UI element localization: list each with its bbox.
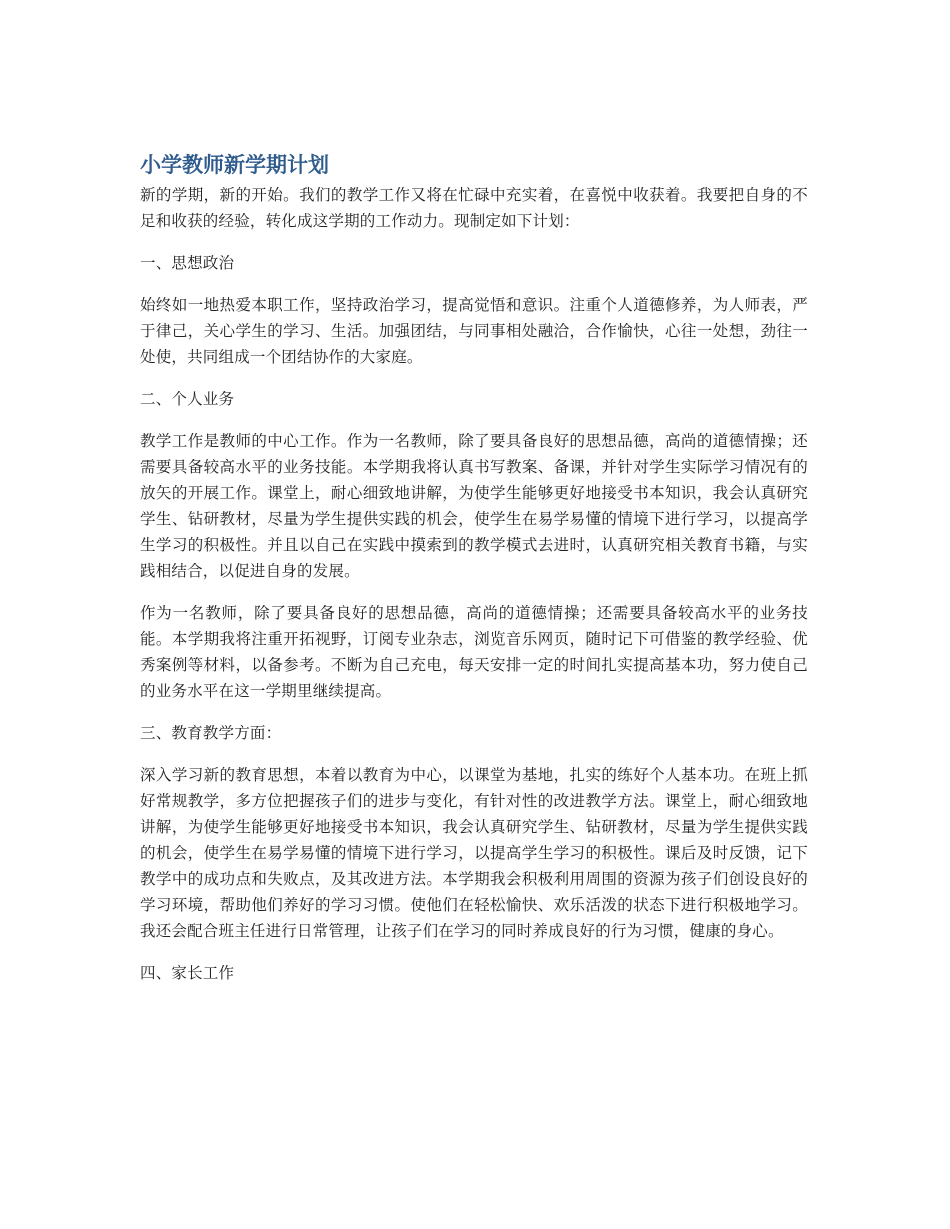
section-1-paragraph-1: 始终如一地热爱本职工作，坚持政治学习，提高觉悟和意识。注重个人道德修养，为人师表，严于律己，关心学生的学习、生活。加强团结，与同事相处融洽，合作愉快，心往一处想，劲往一处使，共同组成一个团结协作的大家庭。 bbox=[140, 296, 808, 366]
section-2-paragraph-2: 作为一名教师，除了要具备良好的思想品德，高尚的道德情操；还需要具备较高水平的业务技能。本学期我将注重开拓视野，订阅专业杂志，浏览音乐网页，随时记下可借鉴的教学经验、优秀案例等材料，以备参考。不断为自己充电，每天安排一定的时间扎实提高基本功，努力使自己的业务水平在这一学期里继续提高。 bbox=[140, 604, 808, 700]
section-heading-2: 二、个人业务 bbox=[140, 390, 235, 408]
section-heading-1: 一、思想政治 bbox=[140, 254, 235, 272]
section-heading-3: 三、教育教学方面： bbox=[140, 724, 282, 742]
section-heading-4: 四、家长工作 bbox=[140, 964, 235, 982]
section-3-paragraph-1: 深入学习新的教育思想，本着以教育为中心，以课堂为基地，扎实的练好个人基本功。在班上抓好常规教学，多方位把握孩子们的进步与变化，有针对性的改进教学方法。课堂上，耐心细致地讲解，为使学生能够更好地接受书本知识，我会认真研究学生、钻研教材，尽量为学生提供实践的机会，使学生在易学易懂的情境下进行学习，以提高学生学习的积极性。课后及时反馈，记下教学中的成功点和失败点，及其改进方法。本学期我会积极利用周围的资源为孩子们创设良好的学习环境，帮助他们养好的学习习惯。使他们在轻松愉快、欢乐活泼的状态下进行积极地学习。我还会配合班主任进行日常管理，让孩子们在学习的同时养成良好的行为习惯，健康的身心。 bbox=[140, 766, 808, 940]
document-page bbox=[140, 150, 808, 1002]
intro-paragraph: 新的学期，新的开始。我们的教学工作又将在忙碌中充实着，在喜悦中收获着。我要把自身的不足和收获的经验，转化成这学期的工作动力。现制定如下计划： bbox=[140, 186, 808, 230]
section-2-paragraph-1: 教学工作是教师的中心工作。作为一名教师，除了要具备良好的思想品德，高尚的道德情操；还需要具备较高水平的业务技能。本学期我将认真书写教案、备课，并针对学生实际学习情况有的放矢的开展工作。课堂上，耐心细致地讲解，为使学生能够更好地接受书本知识，我会认真研究学生、钻研教材，尽量为学生提供实践的机会，使学生在易学易懂的情境下进行学习，以提高学生学习的积极性。并且以自己在实践中摸索到的教学模式去进时，认真研究相关教育书籍，与实践相结合，以促进自身的发展。 bbox=[140, 432, 808, 580]
document-title: 小学教师新学期计划 bbox=[140, 153, 329, 177]
